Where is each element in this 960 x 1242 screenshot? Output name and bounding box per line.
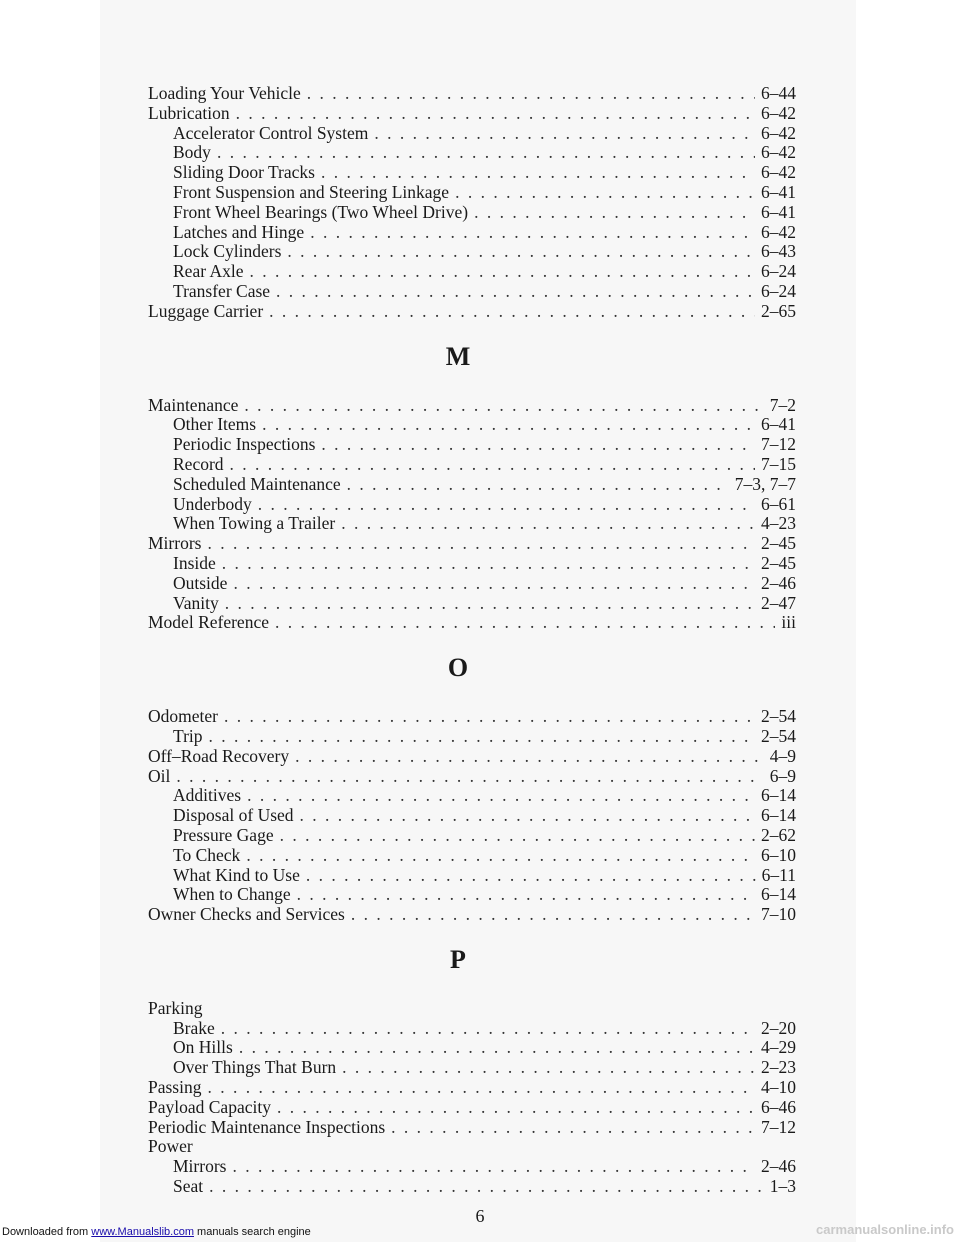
index-subentry xyxy=(148,262,796,282)
entry-label: Periodic Maintenance Inspections xyxy=(148,1116,386,1137)
entry-page: 6–14 xyxy=(761,884,796,905)
entry-page: 6–24 xyxy=(761,261,796,282)
entry-page: 2–62 xyxy=(761,824,796,845)
entry-page: 6–41 xyxy=(761,181,796,202)
index-subentry xyxy=(148,475,796,495)
index-subentry xyxy=(148,223,796,243)
entry-page: 6–11 xyxy=(761,864,796,885)
dot-leader xyxy=(239,1038,755,1058)
dot-leader xyxy=(244,396,763,416)
entry-label: Trip xyxy=(173,725,203,746)
entry-label: Latches and Hinge xyxy=(173,221,305,242)
entry-page: 6–14 xyxy=(761,805,796,826)
entry-label: To Check xyxy=(173,844,241,865)
entry-page: 6–10 xyxy=(761,844,796,865)
entry-page: 2–20 xyxy=(761,1017,796,1038)
dot-leader xyxy=(236,104,755,124)
entry-page: 6–9 xyxy=(769,765,796,786)
entry-label: Disposal of Used xyxy=(173,805,294,826)
entry-page: 6–42 xyxy=(761,221,796,242)
entry-page: iii xyxy=(781,612,796,633)
dot-leader xyxy=(295,747,764,767)
entry-label: Maintenance xyxy=(148,394,239,415)
banner-prefix: Downloaded from xyxy=(2,1226,92,1238)
entry-label: Off–Road Recovery xyxy=(148,745,290,766)
entry-label: Sliding Door Tracks xyxy=(173,162,315,183)
entry-label: Front Suspension and Steering Linkage xyxy=(173,181,450,202)
entry-label: Payload Capacity xyxy=(148,1096,271,1117)
entry-page: 6–42 xyxy=(761,142,796,163)
entry-page: 6–61 xyxy=(761,493,796,514)
entry-label: Over Things That Burn xyxy=(173,1057,337,1078)
entry-page: 6–41 xyxy=(761,201,796,222)
entry-label: What Kind to Use xyxy=(173,864,300,885)
index-entry xyxy=(148,302,796,322)
entry-label: Loading Your Vehicle xyxy=(148,83,301,103)
dot-leader xyxy=(209,1177,764,1197)
entry-label: Inside xyxy=(173,552,216,573)
dot-leader xyxy=(275,613,775,633)
entry-page: 7–2 xyxy=(769,394,796,415)
entry-page: 6–42 xyxy=(761,102,796,123)
entry-page: 4–10 xyxy=(761,1077,796,1098)
section-letter: P xyxy=(450,944,466,974)
index-subentry xyxy=(148,514,796,534)
entry-label: Other Items xyxy=(173,414,257,435)
index-subentry xyxy=(148,866,796,886)
dot-leader xyxy=(232,1157,755,1177)
dot-leader xyxy=(280,826,755,846)
index-list xyxy=(148,84,796,1197)
index-subentry xyxy=(148,574,796,594)
entry-label: Lubrication xyxy=(148,102,230,123)
entry-label: Owner Checks and Services xyxy=(148,904,345,925)
index-subentry xyxy=(148,1177,796,1197)
entry-label: Odometer xyxy=(148,706,218,727)
index-entry xyxy=(148,104,796,124)
index-entry xyxy=(148,534,796,554)
dot-leader xyxy=(307,84,755,104)
dot-leader xyxy=(347,475,729,495)
entry-page: 6–24 xyxy=(761,280,796,301)
entry-label: Rear Axle xyxy=(173,261,244,282)
index-subentry xyxy=(148,885,796,905)
entry-page: 7–12 xyxy=(761,1116,796,1137)
index-subentry xyxy=(148,163,796,183)
entry-label: When Towing a Trailer xyxy=(173,513,336,534)
entry-page: 7–10 xyxy=(761,904,796,925)
index-entry xyxy=(148,1137,796,1157)
dot-leader xyxy=(221,1019,755,1039)
dot-leader xyxy=(342,1058,755,1078)
entry-page: 7–3, 7–7 xyxy=(734,473,796,494)
entry-label: Lock Cylinders xyxy=(173,241,282,262)
entry-label: Outside xyxy=(173,572,228,593)
index-subentry xyxy=(148,806,796,826)
index-entry xyxy=(148,1098,796,1118)
entry-page: 6–14 xyxy=(761,785,796,806)
section-letter: M xyxy=(445,341,471,371)
dot-leader xyxy=(262,415,755,435)
download-banner xyxy=(2,1226,311,1238)
dot-leader xyxy=(207,534,755,554)
dot-leader xyxy=(341,514,755,534)
dot-leader xyxy=(224,707,755,727)
dot-leader xyxy=(207,1078,755,1098)
entry-label: When to Change xyxy=(173,884,291,905)
index-subentry xyxy=(148,786,796,806)
index-subentry xyxy=(148,203,796,223)
entry-label: Record xyxy=(173,453,224,474)
dot-leader xyxy=(225,594,755,614)
index-entry xyxy=(148,84,796,104)
dot-leader xyxy=(246,846,755,866)
entry-page: 6–41 xyxy=(761,414,796,435)
index-entry xyxy=(148,999,796,1019)
index-subentry xyxy=(148,242,796,262)
entry-page: 6–43 xyxy=(761,241,796,262)
entry-label: Model Reference xyxy=(148,612,269,633)
index-subentry xyxy=(148,594,796,614)
entry-page: 2–65 xyxy=(761,300,796,321)
entry-label: Seat xyxy=(173,1176,204,1197)
entry-label: On Hills xyxy=(173,1037,233,1058)
index-entry xyxy=(148,1118,796,1138)
entry-label: Periodic Inspections xyxy=(173,434,316,455)
dot-leader xyxy=(233,574,755,594)
entry-label: Mirrors xyxy=(173,1156,227,1177)
index-subentry xyxy=(148,826,796,846)
entry-page: 4–23 xyxy=(761,513,796,534)
index-subentry xyxy=(148,846,796,866)
index-entry xyxy=(148,396,796,416)
dot-leader xyxy=(321,435,755,455)
dot-leader xyxy=(287,242,755,262)
index-subentry xyxy=(148,143,796,163)
entry-label: Scheduled Maintenance xyxy=(173,473,341,494)
index-subentry xyxy=(148,1157,796,1177)
manualslib-link[interactable]: www.Manualslib.com xyxy=(91,1226,194,1238)
dot-leader xyxy=(269,302,755,322)
banner-suffix: manuals search engine xyxy=(193,1226,311,1238)
entry-page: 2–45 xyxy=(761,552,796,573)
entry-page: 2–46 xyxy=(761,572,796,593)
dot-leader xyxy=(176,767,763,787)
entry-label: Passing xyxy=(148,1077,202,1098)
index-subentry xyxy=(148,495,796,515)
dot-leader xyxy=(351,905,755,925)
entry-page: 4–9 xyxy=(769,745,796,766)
entry-label: Pressure Gage xyxy=(173,824,274,845)
entry-page: 2–23 xyxy=(761,1057,796,1078)
entry-label: Brake xyxy=(173,1017,215,1038)
dot-leader xyxy=(217,143,755,163)
entry-page: 6–46 xyxy=(761,1096,796,1117)
index-subentry xyxy=(148,727,796,747)
entry-page: 7–12 xyxy=(761,434,796,455)
entry-label: Underbody xyxy=(173,493,252,514)
dot-leader xyxy=(277,1098,755,1118)
entry-page: 4–29 xyxy=(761,1037,796,1058)
index-subentry xyxy=(148,282,796,302)
entry-label: Front Wheel Bearings (Two Wheel Drive) xyxy=(173,201,469,222)
entry-label: Mirrors xyxy=(148,533,202,554)
entry-label: Vanity xyxy=(173,592,219,613)
entry-page: 2–46 xyxy=(761,1156,796,1177)
page-number: 6 xyxy=(475,1206,485,1226)
dot-leader xyxy=(209,727,755,747)
index-subentry xyxy=(148,1038,796,1058)
dot-leader xyxy=(474,203,755,223)
index-entry xyxy=(148,1078,796,1098)
entry-label: Transfer Case xyxy=(173,280,271,301)
entry-label: Luggage Carrier xyxy=(148,300,264,321)
entry-label: Power xyxy=(148,1136,193,1157)
section-letter: O xyxy=(447,653,469,683)
index-subentry xyxy=(148,415,796,435)
index-subentry xyxy=(148,554,796,574)
entry-page: 2–45 xyxy=(761,533,796,554)
dot-leader xyxy=(300,806,755,826)
index-subentry xyxy=(148,455,796,475)
index-subentry xyxy=(148,1019,796,1039)
index-subentry xyxy=(148,435,796,455)
dot-leader xyxy=(249,262,755,282)
entry-label: Accelerator Control System xyxy=(173,122,369,143)
entry-page: 1–3 xyxy=(769,1176,796,1197)
entry-page: 2–54 xyxy=(761,725,796,746)
dot-leader xyxy=(222,554,755,574)
entry-page: 2–47 xyxy=(761,592,796,613)
index-entry xyxy=(148,707,796,727)
index-subentry xyxy=(148,183,796,203)
dot-leader xyxy=(306,866,756,886)
index-entry xyxy=(148,747,796,767)
entry-label: Additives xyxy=(173,785,242,806)
entry-page: 6–42 xyxy=(761,122,796,143)
entry-page: 6–44 xyxy=(761,83,796,103)
dot-leader xyxy=(455,183,755,203)
dot-leader xyxy=(230,455,755,475)
entry-label: Oil xyxy=(148,765,171,786)
watermark: carmanualsonline.info xyxy=(816,1222,954,1237)
dot-leader xyxy=(276,282,755,302)
index-entry xyxy=(148,905,796,925)
dot-leader xyxy=(297,885,755,905)
entry-label: Body xyxy=(173,142,211,163)
index-subentry xyxy=(148,1058,796,1078)
entry-page: 2–54 xyxy=(761,706,796,727)
entry-page: 7–15 xyxy=(761,453,796,474)
dot-leader xyxy=(310,223,755,243)
dot-leader xyxy=(258,495,755,515)
dot-leader xyxy=(247,786,755,806)
index-subentry xyxy=(148,124,796,144)
entry-page: 6–42 xyxy=(761,162,796,183)
dot-leader xyxy=(391,1118,755,1138)
entry-label: Parking xyxy=(148,997,203,1018)
dot-leader xyxy=(321,163,755,183)
index-entry xyxy=(148,767,796,787)
index-entry xyxy=(148,613,796,633)
dot-leader xyxy=(374,124,755,144)
